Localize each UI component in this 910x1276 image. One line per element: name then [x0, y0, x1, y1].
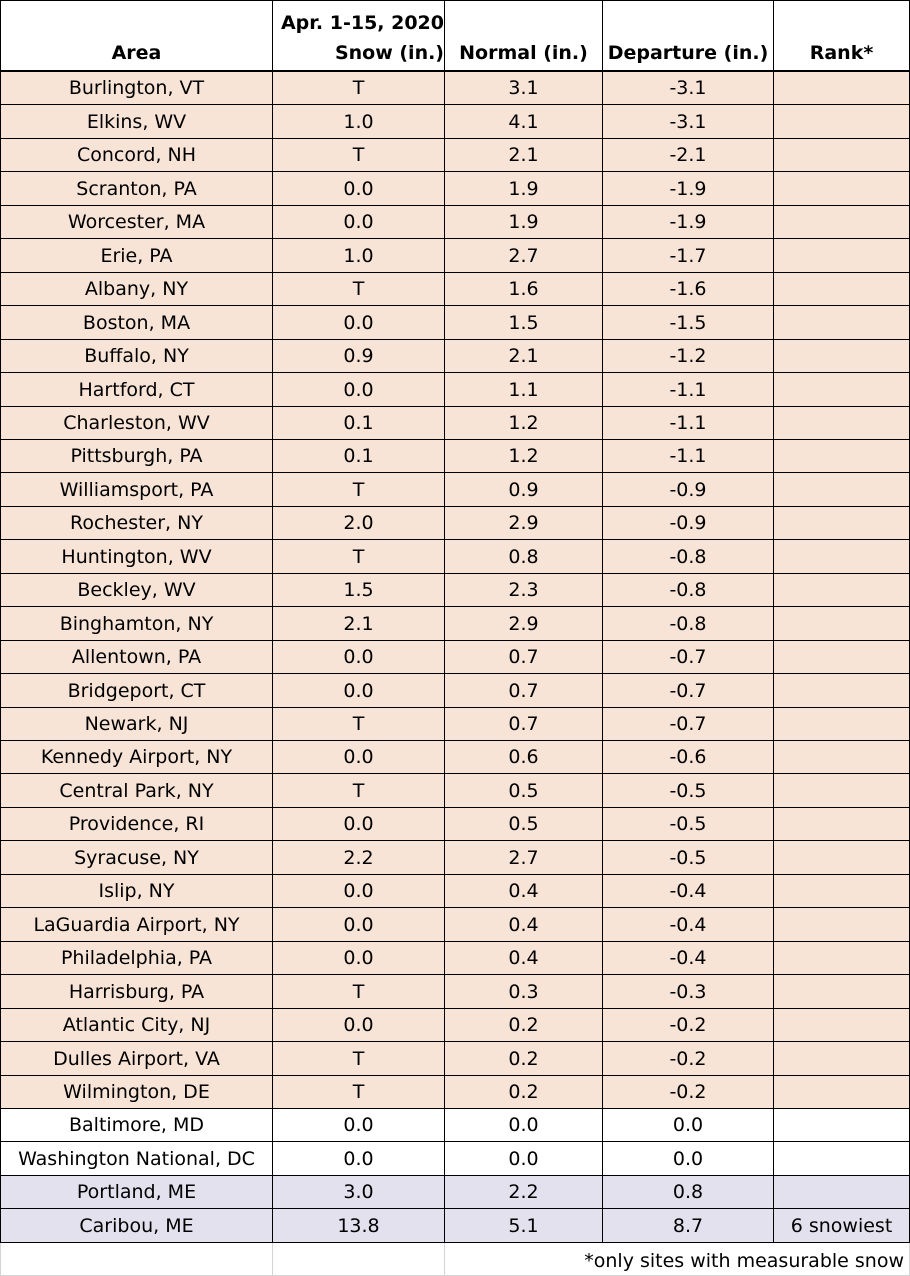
cell-rank: [774, 540, 910, 574]
header-area: [0, 0, 273, 72]
cell-snow: 0.0: [273, 1109, 445, 1142]
cell-normal: 0.5: [445, 808, 603, 841]
cell-snow: T: [273, 1042, 445, 1076]
cell-normal: 2.9: [445, 607, 603, 641]
header-departure-label: Departure (in.): [607, 42, 769, 64]
cell-snow: T: [273, 139, 445, 172]
table-row: [0, 741, 910, 774]
header-snow-unit: Snow (in.): [334, 42, 444, 64]
cell-rank: [774, 1176, 910, 1209]
cell-area: Burlington, VT: [0, 72, 273, 105]
cell-normal: 2.9: [445, 507, 603, 540]
cell-area: Pittsburgh, PA: [0, 440, 273, 473]
cell-departure: -1.1: [603, 373, 774, 407]
header-snow: [273, 0, 445, 72]
cell-departure: -0.4: [603, 942, 774, 975]
cell-area: Central Park, NY: [0, 774, 273, 808]
table-row: [0, 206, 910, 239]
cell-normal: 0.0: [445, 1109, 603, 1142]
table-row: [0, 875, 910, 908]
table-row: [0, 239, 910, 273]
table-row: [0, 507, 910, 540]
cell-rank: [774, 774, 910, 808]
table-row: [0, 273, 910, 306]
cell-normal: 0.8: [445, 540, 603, 574]
cell-departure: -1.7: [603, 239, 774, 273]
table-row: [0, 574, 910, 607]
cell-snow: 2.0: [273, 507, 445, 540]
cell-normal: 2.1: [445, 139, 603, 172]
cell-area: Williamsport, PA: [0, 473, 273, 507]
cell-area: Buffalo, NY: [0, 340, 273, 373]
cell-departure: -1.9: [603, 206, 774, 239]
cell-area: Bridgeport, CT: [0, 674, 273, 708]
cell-normal: 0.4: [445, 908, 603, 942]
cell-departure: -0.7: [603, 641, 774, 674]
table-row: [0, 373, 910, 407]
cell-departure: -1.9: [603, 172, 774, 206]
cell-normal: 0.4: [445, 875, 603, 908]
cell-area: Elkins, WV: [0, 105, 273, 139]
cell-normal: 2.3: [445, 574, 603, 607]
cell-snow: 0.0: [273, 306, 445, 340]
footer-cell: [0, 1243, 273, 1276]
cell-area: Erie, PA: [0, 239, 273, 273]
cell-snow: T: [273, 1076, 445, 1109]
cell-departure: -0.8: [603, 540, 774, 574]
table-row: [0, 975, 910, 1009]
cell-departure: 0.0: [603, 1142, 774, 1176]
cell-snow: 1.0: [273, 105, 445, 139]
cell-departure: -0.7: [603, 674, 774, 708]
cell-departure: -0.4: [603, 908, 774, 942]
cell-snow: T: [273, 473, 445, 507]
table-row: [0, 139, 910, 172]
cell-normal: 5.1: [445, 1209, 603, 1243]
header-rank-label: Rank*: [809, 42, 874, 64]
table-row: [0, 774, 910, 808]
cell-area: Dulles Airport, VA: [0, 1042, 273, 1076]
cell-snow: 1.0: [273, 239, 445, 273]
cell-rank: [774, 1076, 910, 1109]
cell-departure: -1.1: [603, 440, 774, 473]
cell-snow: 0.0: [273, 875, 445, 908]
header-snow-period: Apr. 1-15, 2020: [280, 12, 444, 34]
cell-rank: [774, 942, 910, 975]
cell-snow: 0.0: [273, 172, 445, 206]
cell-departure: -1.5: [603, 306, 774, 340]
cell-snow: T: [273, 774, 445, 808]
cell-rank: [774, 975, 910, 1009]
cell-area: Beckley, WV: [0, 574, 273, 607]
cell-normal: 2.7: [445, 239, 603, 273]
cell-area: Allentown, PA: [0, 641, 273, 674]
cell-snow: T: [273, 708, 445, 741]
cell-snow: 0.0: [273, 1142, 445, 1176]
table-row: [0, 1109, 910, 1142]
table-footer: [0, 1243, 910, 1276]
cell-area: Atlantic City, NJ: [0, 1009, 273, 1042]
cell-snow: 0.0: [273, 808, 445, 841]
cell-normal: 0.0: [445, 1142, 603, 1176]
cell-departure: 0.0: [603, 1109, 774, 1142]
cell-rank: [774, 72, 910, 105]
cell-rank: [774, 373, 910, 407]
header-area-label: Area: [111, 42, 162, 64]
cell-area: LaGuardia Airport, NY: [0, 908, 273, 942]
table-row: [0, 540, 910, 574]
cell-snow: 0.9: [273, 340, 445, 373]
cell-rank: [774, 708, 910, 741]
cell-area: Scranton, PA: [0, 172, 273, 206]
cell-rank: [774, 875, 910, 908]
cell-rank: [774, 1009, 910, 1042]
cell-snow: 0.0: [273, 942, 445, 975]
cell-departure: -0.8: [603, 607, 774, 641]
cell-rank: [774, 1142, 910, 1176]
table-row: [0, 708, 910, 741]
cell-area: Portland, ME: [0, 1176, 273, 1209]
cell-departure: -0.5: [603, 774, 774, 808]
cell-departure: -0.9: [603, 507, 774, 540]
table-row: [0, 105, 910, 139]
cell-normal: 1.5: [445, 306, 603, 340]
cell-snow: 0.0: [273, 1009, 445, 1042]
cell-rank: [774, 407, 910, 440]
table-row: [0, 1076, 910, 1109]
cell-rank: [774, 440, 910, 473]
cell-area: Washington National, DC: [0, 1142, 273, 1176]
header-departure: [603, 0, 774, 72]
table-row: [0, 440, 910, 473]
cell-rank: [774, 674, 910, 708]
footer-cell: [445, 1243, 603, 1276]
table-row: [0, 473, 910, 507]
table-row: [0, 1142, 910, 1176]
cell-departure: -0.2: [603, 1009, 774, 1042]
cell-normal: 1.9: [445, 206, 603, 239]
cell-area: Albany, NY: [0, 273, 273, 306]
cell-area: Charleston, WV: [0, 407, 273, 440]
cell-normal: 0.7: [445, 641, 603, 674]
cell-area: Wilmington, DE: [0, 1076, 273, 1109]
cell-rank: [774, 908, 910, 942]
table-header: [0, 0, 910, 72]
footnote: *only sites with measurable snow: [584, 1250, 904, 1272]
cell-rank: [774, 507, 910, 540]
cell-departure: -1.6: [603, 273, 774, 306]
cell-rank: [774, 473, 910, 507]
cell-normal: 0.5: [445, 774, 603, 808]
cell-rank: [774, 741, 910, 774]
cell-rank: [774, 1109, 910, 1142]
cell-normal: 1.1: [445, 373, 603, 407]
cell-rank: [774, 808, 910, 841]
cell-rank: [774, 841, 910, 875]
cell-normal: 0.2: [445, 1076, 603, 1109]
cell-normal: 1.9: [445, 172, 603, 206]
cell-snow: 2.2: [273, 841, 445, 875]
cell-departure: -0.6: [603, 741, 774, 774]
cell-departure: 0.8: [603, 1176, 774, 1209]
table-row: [0, 1209, 910, 1243]
cell-rank: [774, 172, 910, 206]
cell-departure: 8.7: [603, 1209, 774, 1243]
cell-normal: 4.1: [445, 105, 603, 139]
cell-rank: [774, 239, 910, 273]
cell-departure: -0.8: [603, 574, 774, 607]
cell-normal: 0.2: [445, 1042, 603, 1076]
cell-area: Providence, RI: [0, 808, 273, 841]
table-row: [0, 641, 910, 674]
table-row: [0, 1009, 910, 1042]
table-row: [0, 841, 910, 875]
cell-normal: 3.1: [445, 72, 603, 105]
cell-snow: 2.1: [273, 607, 445, 641]
cell-snow: 0.0: [273, 908, 445, 942]
cell-area: Kennedy Airport, NY: [0, 741, 273, 774]
cell-snow: 0.1: [273, 407, 445, 440]
cell-rank: [774, 340, 910, 373]
cell-normal: 1.2: [445, 440, 603, 473]
cell-rank: [774, 206, 910, 239]
table-row: [0, 674, 910, 708]
header-normal-label: Normal (in.): [459, 42, 588, 64]
cell-snow: 0.0: [273, 741, 445, 774]
cell-snow: T: [273, 72, 445, 105]
cell-normal: 0.3: [445, 975, 603, 1009]
cell-normal: 1.2: [445, 407, 603, 440]
cell-snow: T: [273, 273, 445, 306]
cell-rank: 6 snowiest: [774, 1209, 910, 1243]
cell-normal: 0.4: [445, 942, 603, 975]
cell-snow: 1.5: [273, 574, 445, 607]
cell-area: Islip, NY: [0, 875, 273, 908]
cell-departure: -0.9: [603, 473, 774, 507]
cell-departure: -0.5: [603, 841, 774, 875]
cell-snow: T: [273, 975, 445, 1009]
cell-area: Worcester, MA: [0, 206, 273, 239]
cell-normal: 1.6: [445, 273, 603, 306]
cell-area: Caribou, ME: [0, 1209, 273, 1243]
cell-area: Huntington, WV: [0, 540, 273, 574]
cell-rank: [774, 139, 910, 172]
cell-departure: -0.2: [603, 1076, 774, 1109]
header-rank: [774, 0, 910, 72]
cell-departure: -0.5: [603, 808, 774, 841]
cell-rank: [774, 574, 910, 607]
cell-departure: -3.1: [603, 72, 774, 105]
cell-rank: [774, 641, 910, 674]
cell-departure: -1.1: [603, 407, 774, 440]
cell-normal: 2.2: [445, 1176, 603, 1209]
cell-rank: [774, 306, 910, 340]
cell-departure: -1.2: [603, 340, 774, 373]
cell-snow: 0.0: [273, 206, 445, 239]
cell-departure: -3.1: [603, 105, 774, 139]
cell-rank: [774, 273, 910, 306]
cell-area: Baltimore, MD: [0, 1109, 273, 1142]
cell-normal: 0.9: [445, 473, 603, 507]
cell-normal: 0.6: [445, 741, 603, 774]
cell-normal: 2.7: [445, 841, 603, 875]
table-row: [0, 808, 910, 841]
table-row: [0, 407, 910, 440]
cell-rank: [774, 1042, 910, 1076]
cell-area: Newark, NJ: [0, 708, 273, 741]
footer-cell: [273, 1243, 445, 1276]
table-row: [0, 306, 910, 340]
cell-area: Syracuse, NY: [0, 841, 273, 875]
cell-snow: 13.8: [273, 1209, 445, 1243]
cell-departure: -2.1: [603, 139, 774, 172]
table-row: [0, 172, 910, 206]
table-row: [0, 942, 910, 975]
cell-departure: -0.7: [603, 708, 774, 741]
table-row: [0, 1176, 910, 1209]
cell-snow: 3.0: [273, 1176, 445, 1209]
cell-area: Harrisburg, PA: [0, 975, 273, 1009]
cell-area: Binghamton, NY: [0, 607, 273, 641]
cell-area: Rochester, NY: [0, 507, 273, 540]
cell-area: Hartford, CT: [0, 373, 273, 407]
cell-area: Concord, NH: [0, 139, 273, 172]
table-row: [0, 72, 910, 105]
cell-snow: 0.0: [273, 674, 445, 708]
cell-departure: -0.2: [603, 1042, 774, 1076]
cell-normal: 2.1: [445, 340, 603, 373]
cell-rank: [774, 607, 910, 641]
cell-snow: 0.0: [273, 641, 445, 674]
table-row: [0, 908, 910, 942]
cell-area: Boston, MA: [0, 306, 273, 340]
cell-area: Philadelphia, PA: [0, 942, 273, 975]
cell-normal: 0.7: [445, 708, 603, 741]
cell-departure: -0.4: [603, 875, 774, 908]
header-normal: [445, 0, 603, 72]
cell-snow: T: [273, 540, 445, 574]
table-row: [0, 340, 910, 373]
cell-normal: 0.2: [445, 1009, 603, 1042]
table-row: [0, 607, 910, 641]
table-row: [0, 1042, 910, 1076]
cell-snow: 0.1: [273, 440, 445, 473]
cell-departure: -0.3: [603, 975, 774, 1009]
cell-snow: 0.0: [273, 373, 445, 407]
cell-rank: [774, 105, 910, 139]
cell-normal: 0.7: [445, 674, 603, 708]
